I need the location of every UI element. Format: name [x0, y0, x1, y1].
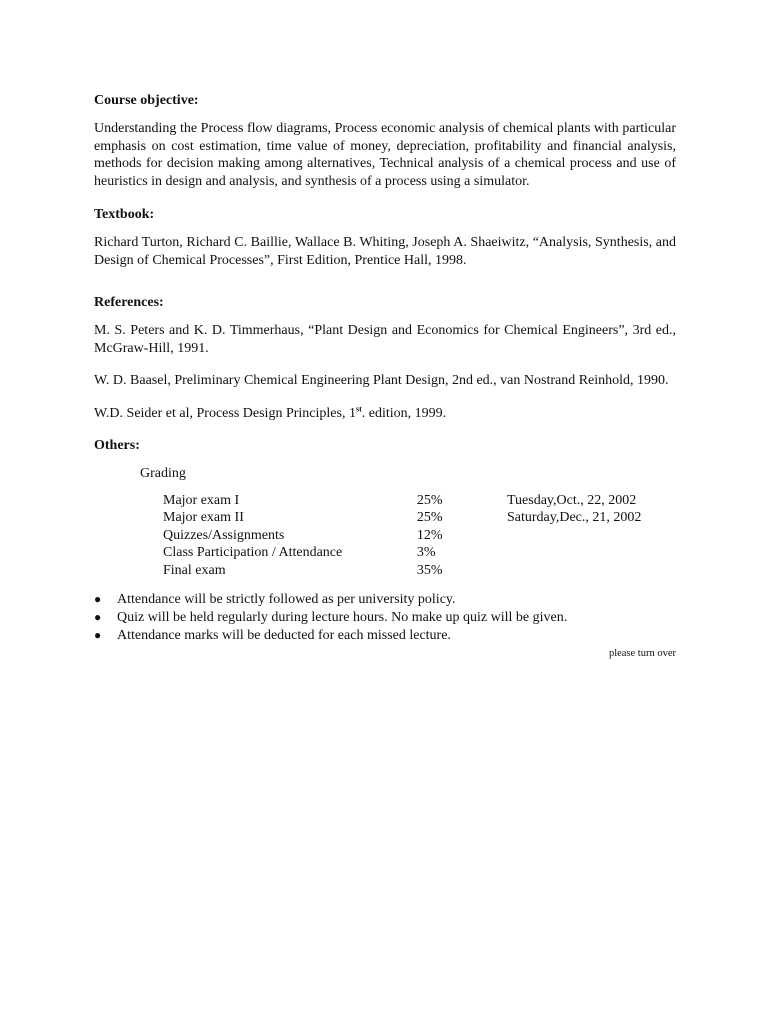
grading-date — [507, 527, 676, 544]
grading-weight: 25% — [416, 510, 443, 526]
course-objective-heading: Course objective: — [94, 93, 199, 108]
grading-date: Tuesday,Oct., 22, 2002 — [506, 493, 637, 508]
reference-seider-text-end: . edition, 1999. — [361, 405, 447, 421]
grading-row — [163, 509, 676, 526]
grading-row — [163, 544, 676, 561]
grading-date — [507, 562, 676, 579]
grading-row — [163, 527, 676, 544]
note-text: Attendance will be strictly followed as per university policy. — [117, 592, 456, 608]
note-text: Quiz will be held regularly during lecture hours. No make up quiz will be given. — [117, 609, 568, 625]
list-item — [94, 591, 676, 609]
grading-weight: 3% — [416, 545, 436, 561]
grading-table — [163, 492, 676, 579]
reference-seider-superscript: st — [355, 403, 362, 413]
grading-item: Final exam — [163, 562, 226, 578]
document-page — [94, 92, 676, 661]
grading-date — [507, 544, 676, 561]
grading-weight: 25% — [416, 493, 443, 508]
grading-row — [163, 492, 676, 509]
list-item — [94, 627, 676, 645]
others-heading: Others: — [94, 438, 140, 453]
notes-list — [94, 591, 676, 644]
reference-item: W. D. Baasel, Preliminary Chemical Engineering Plant Design, 2nd ed., van Nostrand Reinhold, 1990. — [94, 373, 669, 388]
course-objective-text: Understanding the Process flow diagrams, Process economic analysis of chemical plants with particular emphasis on cost estimation, time value of money, depreciation, profitability and financial analysis, methods for decision making among alternatives, Technical analysis of a chemical process and use of heuristics in design and analysis, and synthesis of a process using a simulator. — [94, 121, 676, 189]
reference-item: M. S. Peters and K. D. Timmerhaus, “Plant Design and Economics for Chemical Engineers”, 3rd ed., McGraw-Hill, 1991. — [94, 323, 676, 356]
grading-item: Major exam II — [163, 510, 244, 526]
grading-row — [163, 562, 676, 579]
textbook-heading: Textbook: — [94, 207, 155, 222]
list-item — [94, 609, 676, 627]
references-heading: References: — [94, 295, 164, 310]
turn-over-note: please turn over — [608, 648, 676, 660]
grading-title: Grading — [140, 466, 186, 481]
note-text: Attendance marks will be deducted for each missed lecture. — [117, 627, 451, 643]
bullet-icon: ● — [94, 627, 102, 642]
grading-date: Saturday,Dec., 21, 2002 — [506, 510, 642, 526]
bullet-icon: ● — [94, 609, 102, 624]
reference-item — [94, 405, 676, 423]
reference-seider-text: W.D. Seider et al, Process Design Principles, 1 — [94, 405, 356, 421]
textbook-text: Richard Turton, Richard C. Baillie, Wallace B. Whiting, Joseph A. Shaeiwitz, “Analysis, Synthesis, and Design of Chemical Processes”, First Edition, Prentice Hall, 1998. — [94, 235, 676, 268]
bullet-icon: ● — [94, 592, 102, 607]
grading-item: Class Participation / Attendance — [163, 545, 343, 561]
grading-item: Major exam I — [163, 493, 240, 508]
grading-item: Quizzes/Assignments — [163, 527, 285, 543]
grading-weight: 35% — [416, 562, 443, 578]
grading-weight: 12% — [416, 527, 443, 543]
